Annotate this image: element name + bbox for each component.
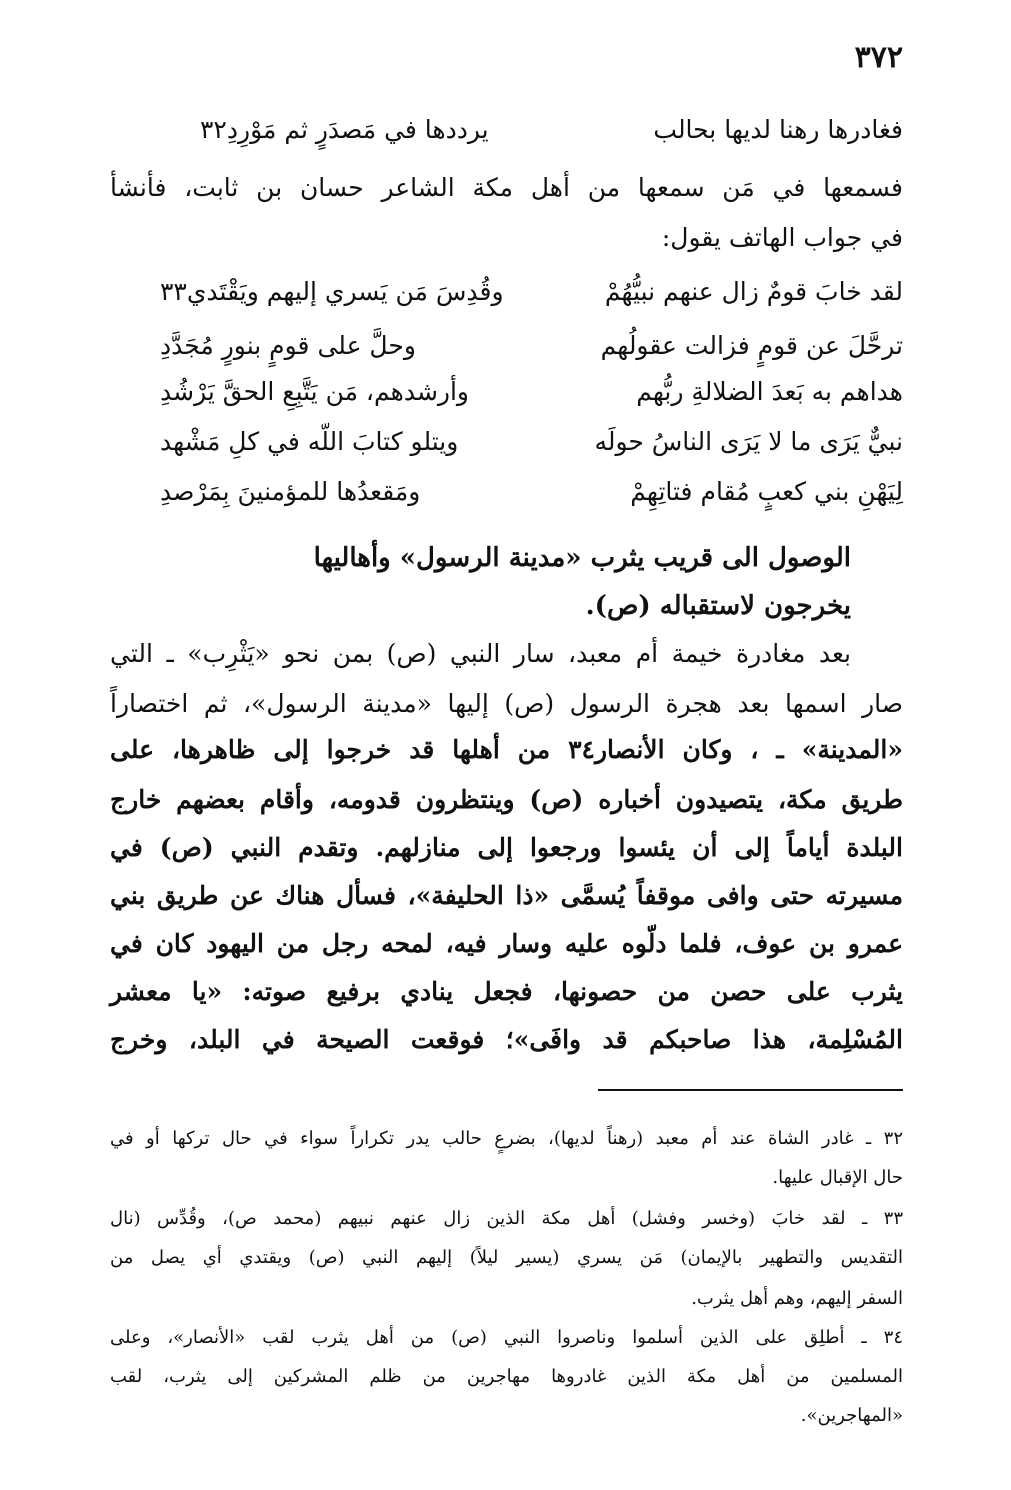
body-line: صار اسمها بعد هجرة الرسول (ص) إليها «مدينة الرسول»، ثم اختصاراً [110, 689, 903, 718]
footnote-line: ٣٣ ـ لقد خابَ (وخسر وفشل) أهل مكة الذين زال عنهم نبيهم (محمد ص)، وقُدِّس (نال [110, 1208, 903, 1229]
footnote-line: ٣٤ ـ أطلِق على الذين أسلموا وناصروا النبي (ص) من أهل يثرب لقب «الأنصار»، وعلى [110, 1327, 903, 1348]
body-line: بعد مغادرة خيمة أم معبد، سار النبي (ص) بمن نحو «يَثْرِب» ـ التي [110, 639, 851, 668]
footnote-line: ٣٢ ـ غادر الشاة عند أم معبد (رهناً لديها)، بضرعٍ حالب يدر تكراراً سواء في حال تركها أو في [110, 1128, 903, 1149]
footnote-line: «المهاجرين». [800, 1405, 903, 1426]
poem-right-hemistich: ترحَّلَ عن قومٍ فزالت عقولُهم [600, 331, 903, 360]
footnote-line: حال الإقبال عليها. [772, 1167, 903, 1188]
poem-right-hemistich: لِيَهْنِ بني كعبٍ مُقام فتاتِهِمْ [630, 477, 903, 506]
body-line: البلدة أياماً إلى أن يئسوا ورجعوا إلى منازلهم. وتقدم النبي (ص) في [110, 833, 903, 862]
footnote-line: التقديس والتطهير بالإيمان) مَن يسري (يسير ليلاً) إليهم النبي (ص) ويقتدي أي يصل من [110, 1247, 903, 1268]
intro-line: في جواب الهاتف يقول: [661, 223, 903, 252]
poem-right-hemistich: لقد خابَ قومٌ زال عنهم نبيُّهُمْ [604, 277, 903, 306]
footnote-line: السفر إليهم، وهم أهل يثرب. [691, 1288, 903, 1309]
poem-left-hemistich: وقُدِسَ مَن يَسري إليهم ويَقْتَدي٣٣ [160, 277, 504, 306]
poem-left-hemistich: وأرشدهم، مَن يَتَّبِعِ الحقَّ يَرْشُدِ [160, 377, 469, 406]
poem-left-hemistich: ومَقعدُها للمؤمنينَ بِمَرْصدِ [160, 477, 421, 506]
poem-right-hemistich: نبيٌّ يَرَى ما لا يَرَى الناسُ حولَه [594, 427, 903, 456]
body-line: طريق مكة، يتصيدون أخباره (ص) وينتظرون قدومه، وأقام بعضهم خارج [110, 785, 903, 814]
body-line: مسيرته حتى وافى موقفاً يُسمَّى «ذا الحليفة»، فسأل هناك عن طريق بني [110, 881, 903, 910]
intro-line: فسمعها في مَن سمعها من أهل مكة الشاعر حسان بن ثابت، فأنشأ [110, 173, 903, 202]
footnote-line: المسلمين من أهل مكة الذين غادروها مهاجرين من ظلم المشركين إلى يثرب، لقب [110, 1366, 903, 1387]
poem-right-hemistich: هداهم به بَعدَ الضلالةِ ربُّهم [636, 377, 903, 406]
verse-top-left-hemistich: يرددها في مَصدَرٍ ثم مَوْرِدِ٣٢ [200, 115, 489, 144]
body-line: المُسْلِمة، هذا صاحبكم قد وافَى»؛ فوقعت الصيحة في البلد، وخرج [110, 1025, 903, 1054]
section-heading-line: الوصول الى قريب يثرب «مدينة الرسول» وأهاليها [313, 543, 851, 573]
section-heading-line: يخرجون لاستقباله (ص). [585, 591, 851, 621]
verse-top-right-hemistich: فغادرها رهنا لديها بحالب [653, 115, 903, 144]
poem-left-hemistich: ويتلو كتابَ اللّه في كلِ مَشْهد [160, 427, 459, 456]
page-number: ٣٧٢ [854, 40, 903, 75]
body-line: «المدينة» ـ ، وكان الأنصار٣٤ من أهلها قد خرجوا إلى ظاهرها، على [110, 735, 903, 764]
body-line: عمرو بن عوف، فلما دلّوه عليه وسار فيه، لمحه رجل من اليهود كان في [110, 929, 903, 958]
footnote-separator [598, 1089, 903, 1091]
poem-left-hemistich: وحلَّ على قومٍ بنورٍ مُجَدَّدِ [160, 331, 416, 360]
body-line: يثرب على حصن من حصونها، فجعل ينادي برفيع صوته: «يا معشر [110, 977, 903, 1006]
